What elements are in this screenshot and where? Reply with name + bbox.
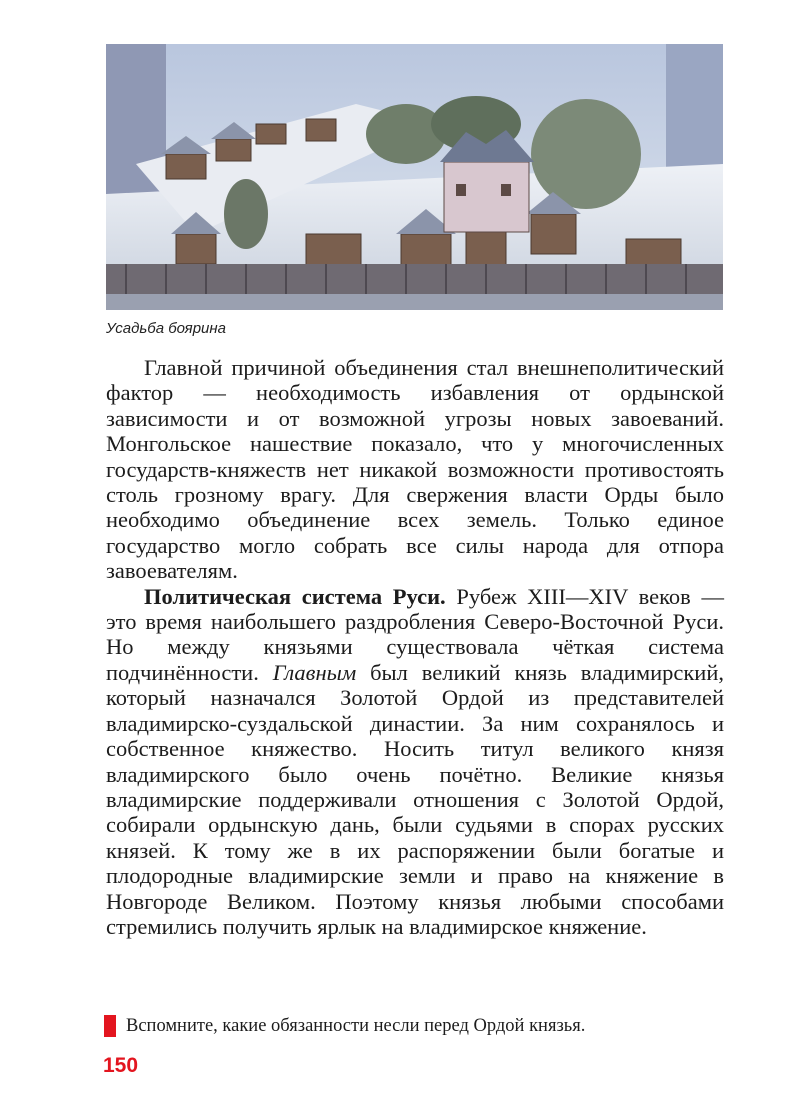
paragraph-1-text: Главной причиной объединения стал внешнеполитический фактор — необходимость избавления от ордынской зависимости и от возможной угрозы новых завоеваний. Монгольское нашествие показало, что у многочисленных государств-княжеств нет никакой возможности противостоять столь грозному врагу. Для свержения власти Орды было необходимо объединение всех земель. Только единое государство могло собрать все силы народа для отпора завоевателям. (106, 355, 724, 584)
emphasis-main: Главным (272, 659, 357, 685)
paragraph-1 (106, 355, 724, 584)
paragraph-2-text-after: был великий князь владимирский, который назначался Золотой Ордой из представителей владимирско-суздальской династии. За ним сохранялось и собственное княжество. Носить титул великого князя владимирского было очень почётно. Великие князья владимирские поддерживали отношения с Золотой Ордой, собирали ордынскую дань, были судьями в спорах русских князей. К тому же в их распоряжении были богатые и плодородные владимирские земли и право на княжение в Новгороде Великом. Поэтому князья любыми способами стремились получить ярлык на владимирское княжение. (106, 659, 724, 939)
boyar-estate-picture (106, 44, 723, 310)
page-number: 150 (103, 1054, 139, 1077)
body-text (106, 355, 724, 939)
paragraph-2 (106, 584, 724, 940)
review-question (104, 1014, 724, 1038)
paragraph-2-text-before: Рубеж XIII—XIV веков — это время наибольшего раздробления Северо-Восточной Руси. Но между князьями существовала чёткая система подчинённости. (106, 583, 724, 685)
figure-caption: Усадьба боярина (106, 320, 226, 337)
illustration-boyar-estate (106, 44, 723, 310)
question-marker-icon (104, 1015, 116, 1037)
section-heading-political-system: Политическая система Руси. (144, 583, 446, 609)
review-question-text: Вспомните, какие обязанности несли перед Ордой князья. (126, 1016, 586, 1036)
